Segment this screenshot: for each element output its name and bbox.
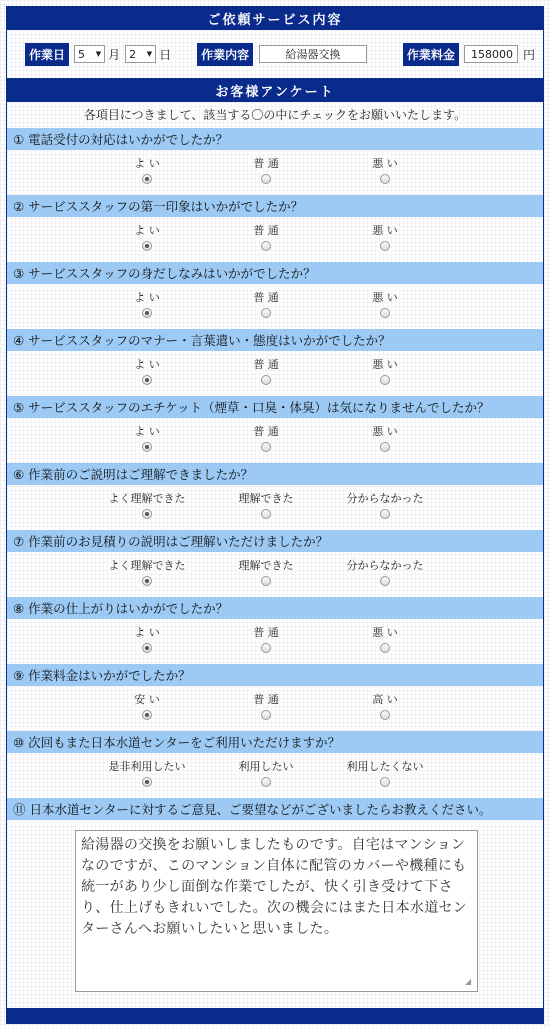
radio-button[interactable] (261, 375, 271, 385)
radio-button[interactable] (142, 174, 152, 184)
answer-option[interactable] (206, 155, 326, 184)
answer-option[interactable] (325, 356, 445, 385)
chevron-down-icon: ▼ (146, 50, 153, 58)
answer-option[interactable] (87, 624, 207, 653)
radio-button[interactable] (142, 241, 152, 251)
question-title: ⑤ サービススタッフのエチケット（煙草・口臭・体臭）は気になりませんでしたか？ (7, 396, 543, 418)
question-title: ⑥ 作業前のご説明はご理解できましたか？ (7, 463, 543, 485)
survey-header: お客様アンケート (7, 78, 543, 102)
answer-label: 悪 い (372, 291, 398, 304)
answer-option[interactable] (325, 222, 445, 251)
chevron-down-icon: ▼ (95, 50, 102, 58)
answer-option[interactable] (325, 624, 445, 653)
question-list (7, 128, 543, 798)
radio-button[interactable] (380, 375, 390, 385)
answer-label: 安 い (134, 693, 160, 706)
radio-button[interactable] (261, 308, 271, 318)
answer-label: 利用したい (238, 760, 294, 773)
radio-button[interactable] (261, 241, 271, 251)
answer-label: よ い (134, 291, 160, 304)
fee-label: 作業料金 (403, 43, 459, 66)
answer-option[interactable] (87, 557, 207, 586)
content-label: 作業内容 (197, 43, 253, 66)
answer-option[interactable] (325, 557, 445, 586)
radio-button[interactable] (380, 174, 390, 184)
answer-group (7, 485, 543, 530)
radio-button[interactable] (142, 710, 152, 720)
answer-label: 分からなかった (346, 559, 424, 572)
answer-option[interactable] (87, 758, 207, 787)
answer-label: よく理解できた (108, 559, 186, 572)
fee-unit: 円 (522, 47, 535, 62)
radio-button[interactable] (380, 576, 390, 586)
radio-button[interactable] (261, 174, 271, 184)
answer-option[interactable] (87, 691, 207, 720)
answer-label: 普 通 (253, 693, 279, 706)
answer-group (7, 619, 543, 664)
comment-textarea[interactable]: 給湯器の交換をお願いしましたものです。自宅はマンションなのですが、このマンション自体に配管のカバーや機種にも統一があり少し面倒な作業でしたが、快く引き受けて下さり、仕上げもきれいでした。次の機会にはまた日本水道センターさんへお願いしたいと思いました。 (75, 830, 478, 992)
answer-option[interactable] (206, 557, 326, 586)
survey-form (6, 6, 544, 1024)
footer-bar (7, 1008, 543, 1023)
answer-option[interactable] (206, 691, 326, 720)
answer-option[interactable] (325, 691, 445, 720)
fee-input[interactable]: 158000 (464, 45, 518, 63)
radio-button[interactable] (261, 509, 271, 519)
answer-option[interactable] (325, 289, 445, 318)
day-unit: 日 (159, 47, 172, 62)
answer-group (7, 686, 543, 731)
month-select[interactable] (74, 45, 105, 63)
answer-label: 悪 い (372, 425, 398, 438)
answer-group (7, 150, 543, 195)
answer-label: 高 い (372, 693, 398, 706)
radio-button[interactable] (380, 308, 390, 318)
radio-button[interactable] (380, 442, 390, 452)
answer-option[interactable] (206, 222, 326, 251)
answer-option[interactable] (206, 490, 326, 519)
answer-option[interactable] (206, 423, 326, 452)
answer-label: 悪 い (372, 224, 398, 237)
answer-label: 普 通 (253, 626, 279, 639)
radio-button[interactable] (142, 643, 152, 653)
answer-option[interactable] (87, 155, 207, 184)
answer-option[interactable] (325, 490, 445, 519)
answer-group (7, 351, 543, 396)
answer-label: 普 通 (253, 358, 279, 371)
radio-button[interactable] (380, 241, 390, 251)
answer-group (7, 753, 543, 798)
answer-label: よ い (134, 157, 160, 170)
answer-option[interactable] (325, 758, 445, 787)
answer-group (7, 418, 543, 463)
content-input[interactable]: 給湯器交換 (259, 45, 367, 63)
radio-button[interactable] (261, 576, 271, 586)
day-value: 2 (129, 47, 137, 61)
survey-intro: 各項目につきまして、該当する〇の中にチェックをお願いいたします。 (83, 108, 467, 122)
radio-button[interactable] (380, 509, 390, 519)
question-title: ⑧ 作業の仕上がりはいかがでしたか？ (7, 597, 543, 619)
answer-option[interactable] (206, 624, 326, 653)
answer-label: 悪 い (372, 358, 398, 371)
radio-button[interactable] (261, 710, 271, 720)
radio-button[interactable] (142, 777, 152, 787)
answer-option[interactable] (325, 423, 445, 452)
radio-button[interactable] (261, 643, 271, 653)
answer-label: 普 通 (253, 291, 279, 304)
question-title: ① 電話受付の対応はいかがでしたか？ (7, 128, 543, 150)
answer-option[interactable] (206, 356, 326, 385)
date-label: 作業日 (25, 43, 69, 66)
answer-label: よく理解できた (108, 492, 186, 505)
radio-button[interactable] (142, 442, 152, 452)
radio-button[interactable] (142, 308, 152, 318)
answer-label: 理解できた (238, 492, 294, 505)
month-value: 5 (78, 47, 86, 61)
answer-label: 悪 い (372, 157, 398, 170)
answer-label: よ い (134, 358, 160, 371)
answer-label: よ い (134, 425, 160, 438)
answer-group (7, 552, 543, 597)
resize-handle-icon[interactable]: ◢ (465, 977, 472, 986)
answer-option[interactable] (87, 222, 207, 251)
radio-button[interactable] (380, 643, 390, 653)
answer-label: 普 通 (253, 224, 279, 237)
question-title: ⑨ 作業料金はいかがでしたか？ (7, 664, 543, 686)
question-title: ⑦ 作業前のお見積りの説明はご理解いただけましたか？ (7, 530, 543, 552)
answer-label: よ い (134, 224, 160, 237)
question-title: ④ サービススタッフのマナー・言葉遣い・態度はいかがでしたか？ (7, 329, 543, 351)
answer-option[interactable] (87, 423, 207, 452)
comment-area (7, 820, 543, 1020)
radio-button[interactable] (261, 777, 271, 787)
radio-button[interactable] (261, 442, 271, 452)
comment-question: ⑪ 日本水道センターに対するご意見、ご要望などがございましたらお教えください。 (7, 798, 543, 820)
answer-group (7, 284, 543, 329)
question-title: ② サービススタッフの第一印象はいかがでしたか？ (7, 195, 543, 217)
answer-label: 分からなかった (346, 492, 424, 505)
month-unit: 月 (108, 47, 121, 62)
service-row (7, 30, 543, 78)
service-header: ご依頼サービス内容 (7, 6, 543, 30)
answer-label: 悪 い (372, 626, 398, 639)
answer-option[interactable] (87, 356, 207, 385)
radio-button[interactable] (142, 375, 152, 385)
radio-button[interactable] (142, 576, 152, 586)
answer-label: 利用したくない (346, 760, 424, 773)
answer-option[interactable] (325, 155, 445, 184)
answer-option[interactable] (87, 289, 207, 318)
answer-label: よ い (134, 626, 160, 639)
answer-option[interactable] (206, 289, 326, 318)
radio-button[interactable] (380, 710, 390, 720)
answer-label: 普 通 (253, 157, 279, 170)
day-select[interactable] (125, 45, 156, 63)
radio-button[interactable] (380, 777, 390, 787)
answer-option[interactable] (87, 490, 207, 519)
answer-label: 是非利用したい (108, 760, 186, 773)
answer-group (7, 217, 543, 262)
answer-label: 普 通 (253, 425, 279, 438)
answer-option[interactable] (206, 758, 326, 787)
question-title: ③ サービススタッフの身だしなみはいかがでしたか？ (7, 262, 543, 284)
radio-button[interactable] (142, 509, 152, 519)
answer-label: 理解できた (238, 559, 294, 572)
question-title: ⑩ 次回もまた日本水道センターをご利用いただけますか？ (7, 731, 543, 753)
